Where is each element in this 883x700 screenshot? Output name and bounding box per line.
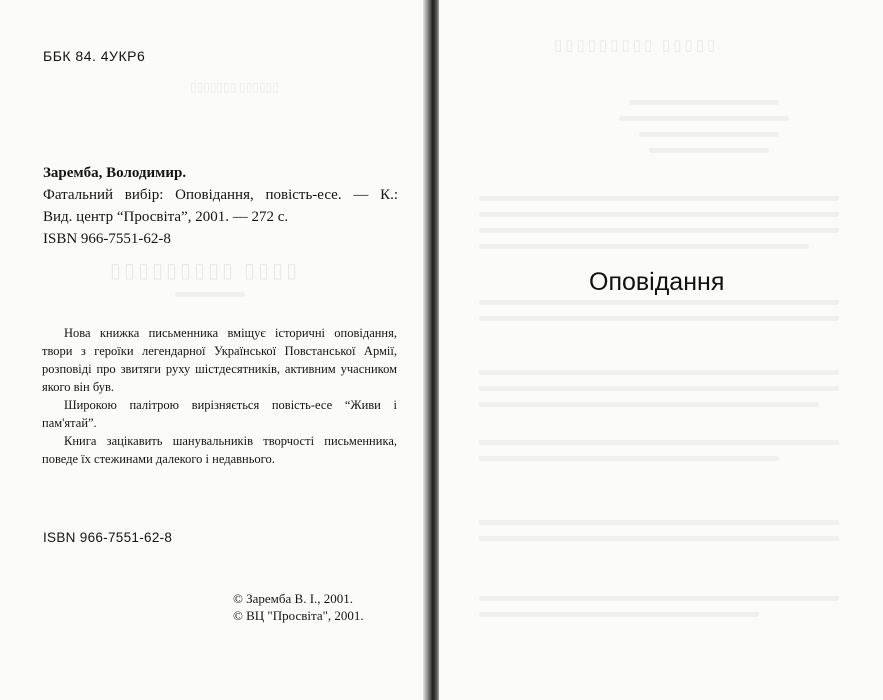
annotation-paragraph: Широкою палітрою вирізняється повість-есе “Живи і пам'ятай”. xyxy=(42,398,397,430)
show-through-line xyxy=(479,370,839,375)
catalog-isbn: ISBN 966-7551-62-8 xyxy=(43,231,171,247)
show-through-line xyxy=(479,596,839,601)
show-through-line xyxy=(479,456,779,461)
show-through-line xyxy=(479,520,839,525)
show-through-line xyxy=(629,100,779,105)
section-title: Оповідання xyxy=(589,268,725,296)
show-through-line xyxy=(649,148,769,153)
show-through-line xyxy=(479,316,839,321)
copyright-block xyxy=(233,590,364,624)
copyright-line: © Заремба В. І., 2001. xyxy=(233,591,354,606)
show-through-line xyxy=(479,612,759,617)
show-through-line xyxy=(479,440,839,445)
isbn-bottom: ISBN 966-7551-62-8 xyxy=(43,530,173,545)
show-through-line xyxy=(479,196,839,201)
show-through-line xyxy=(479,300,839,305)
copyright-line: © ВЦ "Просвіта", 2001. xyxy=(233,608,364,623)
catalog-record xyxy=(43,162,398,250)
show-through-line xyxy=(479,244,809,249)
show-through-line xyxy=(479,228,839,233)
show-through-line xyxy=(175,292,245,297)
right-page xyxy=(439,0,883,700)
show-through-text: ▯▯▯▯▯▯▯ ▯▯▯▯▯▯ xyxy=(190,80,279,94)
show-through-line xyxy=(479,536,839,541)
catalog-description-line1: Фатальний вибір: Оповідання, повість-есе. — К.: xyxy=(43,187,398,203)
show-through-title: ▯▯▯▯▯▯▯▯▯ ▯▯▯▯▯ xyxy=(554,38,719,54)
left-page xyxy=(0,0,425,700)
classification-code: ББК 84. 4УКР6 xyxy=(43,48,146,64)
show-through-line xyxy=(639,132,779,137)
annotation-paragraph: Нова книжка письменника вміщує історичні оповідання, твори з героїки легендарної Української Повстанської Армії, розповіді про звитяги руху шістдесятників, активним учасником якого він був. xyxy=(42,326,397,394)
catalog-author: Заремба, Володимир. xyxy=(43,165,187,181)
show-through-line xyxy=(479,212,839,217)
show-through-line xyxy=(479,386,839,391)
annotation xyxy=(42,324,397,468)
annotation-paragraph: Книга зацікавить шанувальників творчості письменника, поведе їх стежинами далекого і недавнього. xyxy=(42,434,397,466)
catalog-description-line2: Вид. центр “Просвіта”, 2001. — 272 с. xyxy=(43,209,289,225)
show-through-line xyxy=(619,116,789,121)
show-through-line xyxy=(479,402,819,407)
show-through-title: ▯▯▯▯▯▯▯▯▯ ▯▯▯▯ xyxy=(110,260,301,282)
